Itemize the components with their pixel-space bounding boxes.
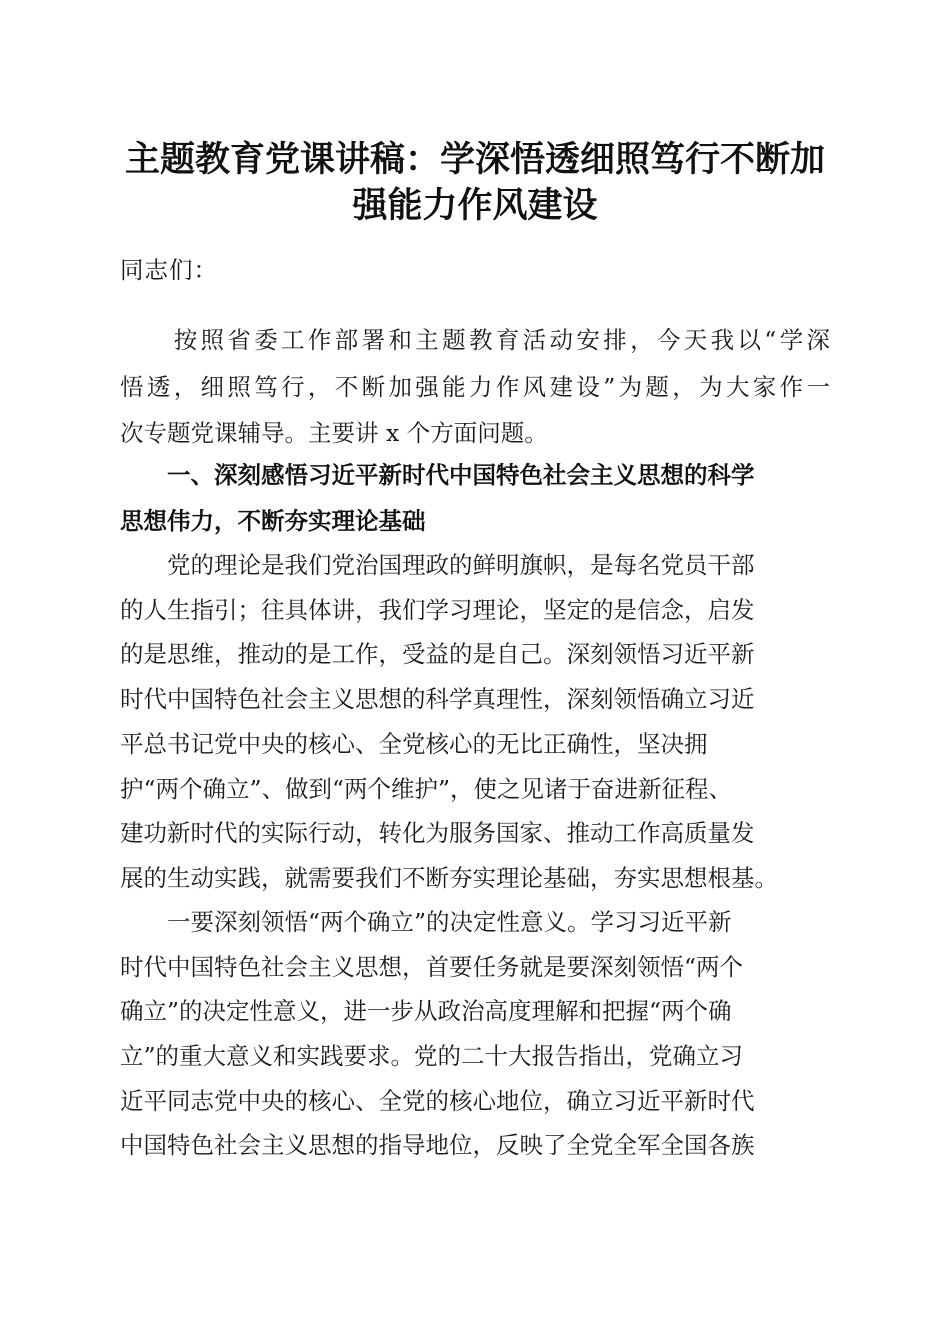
text-line: 的人生指引；往具体讲，我们学习理论，坚定的是信念，启发 [120,596,755,624]
text-line: 确立”的决定性意义，进一步从政治高度理解和把握“两个确 [120,997,732,1025]
text-line: 展的生动实践，就需要我们不断夯实理论基础，夯实思想根基。 [120,864,778,892]
text-line: 悟透，细照笃行，不断加强能力作风建设”为题，为大家作一 [120,373,830,401]
section-heading-line: 一、深刻感悟习近平新时代中国特色社会主义思想的科学 [120,461,755,489]
document-title-line-2: 强能力作风建设 [352,185,598,226]
text-line: 建功新时代的实际行动，转化为服务国家、推动工作高质量发 [120,819,755,847]
text-line: 近平同志党中央的核心、全党的核心地位，确立习近平新时代 [120,1087,755,1115]
text-line: 的是思维，推动的是工作，受益的是自己。深刻领悟习近平新 [120,640,755,668]
section-heading-line: 思想伟力，不断夯实理论基础 [120,507,426,535]
text-line: 时代中国特色社会主义思想的科学真理性，深刻领悟确立习近 [120,685,755,713]
text-line: 党的理论是我们党治国理政的鲜明旗帜，是每名党员干部 [120,551,755,579]
text-line: 次专题党课辅导。主要讲 x 个方面问题。 [120,419,548,447]
text-line: 一要深刻领悟“两个确立”的决定性意义。学习习近平新 [120,908,732,936]
text-line: 时代中国特色社会主义思想，首要任务就是要深刻领悟“两个 [120,953,744,981]
text-line: 按照省委工作部署和主题教育活动安排，今天我以“学深 [120,326,830,354]
text-line: 护“两个确立”、做到“两个维护”，使之见诸于奋进新征程、 [120,775,733,803]
text-line: 中国特色社会主义思想的指导地位，反映了全党全军全国各族 [120,1131,755,1159]
greeting: 同志们： [120,256,218,284]
document-title-line-1: 主题教育党课讲稿：学深悟透细照笃行不断加 [124,139,825,180]
text-line: 立”的重大意义和实践要求。党的二十大报告指出，党确立习 [120,1042,744,1070]
text-line: 平总书记党中央的核心、全党核心的无比正确性，坚决拥 [120,730,708,758]
